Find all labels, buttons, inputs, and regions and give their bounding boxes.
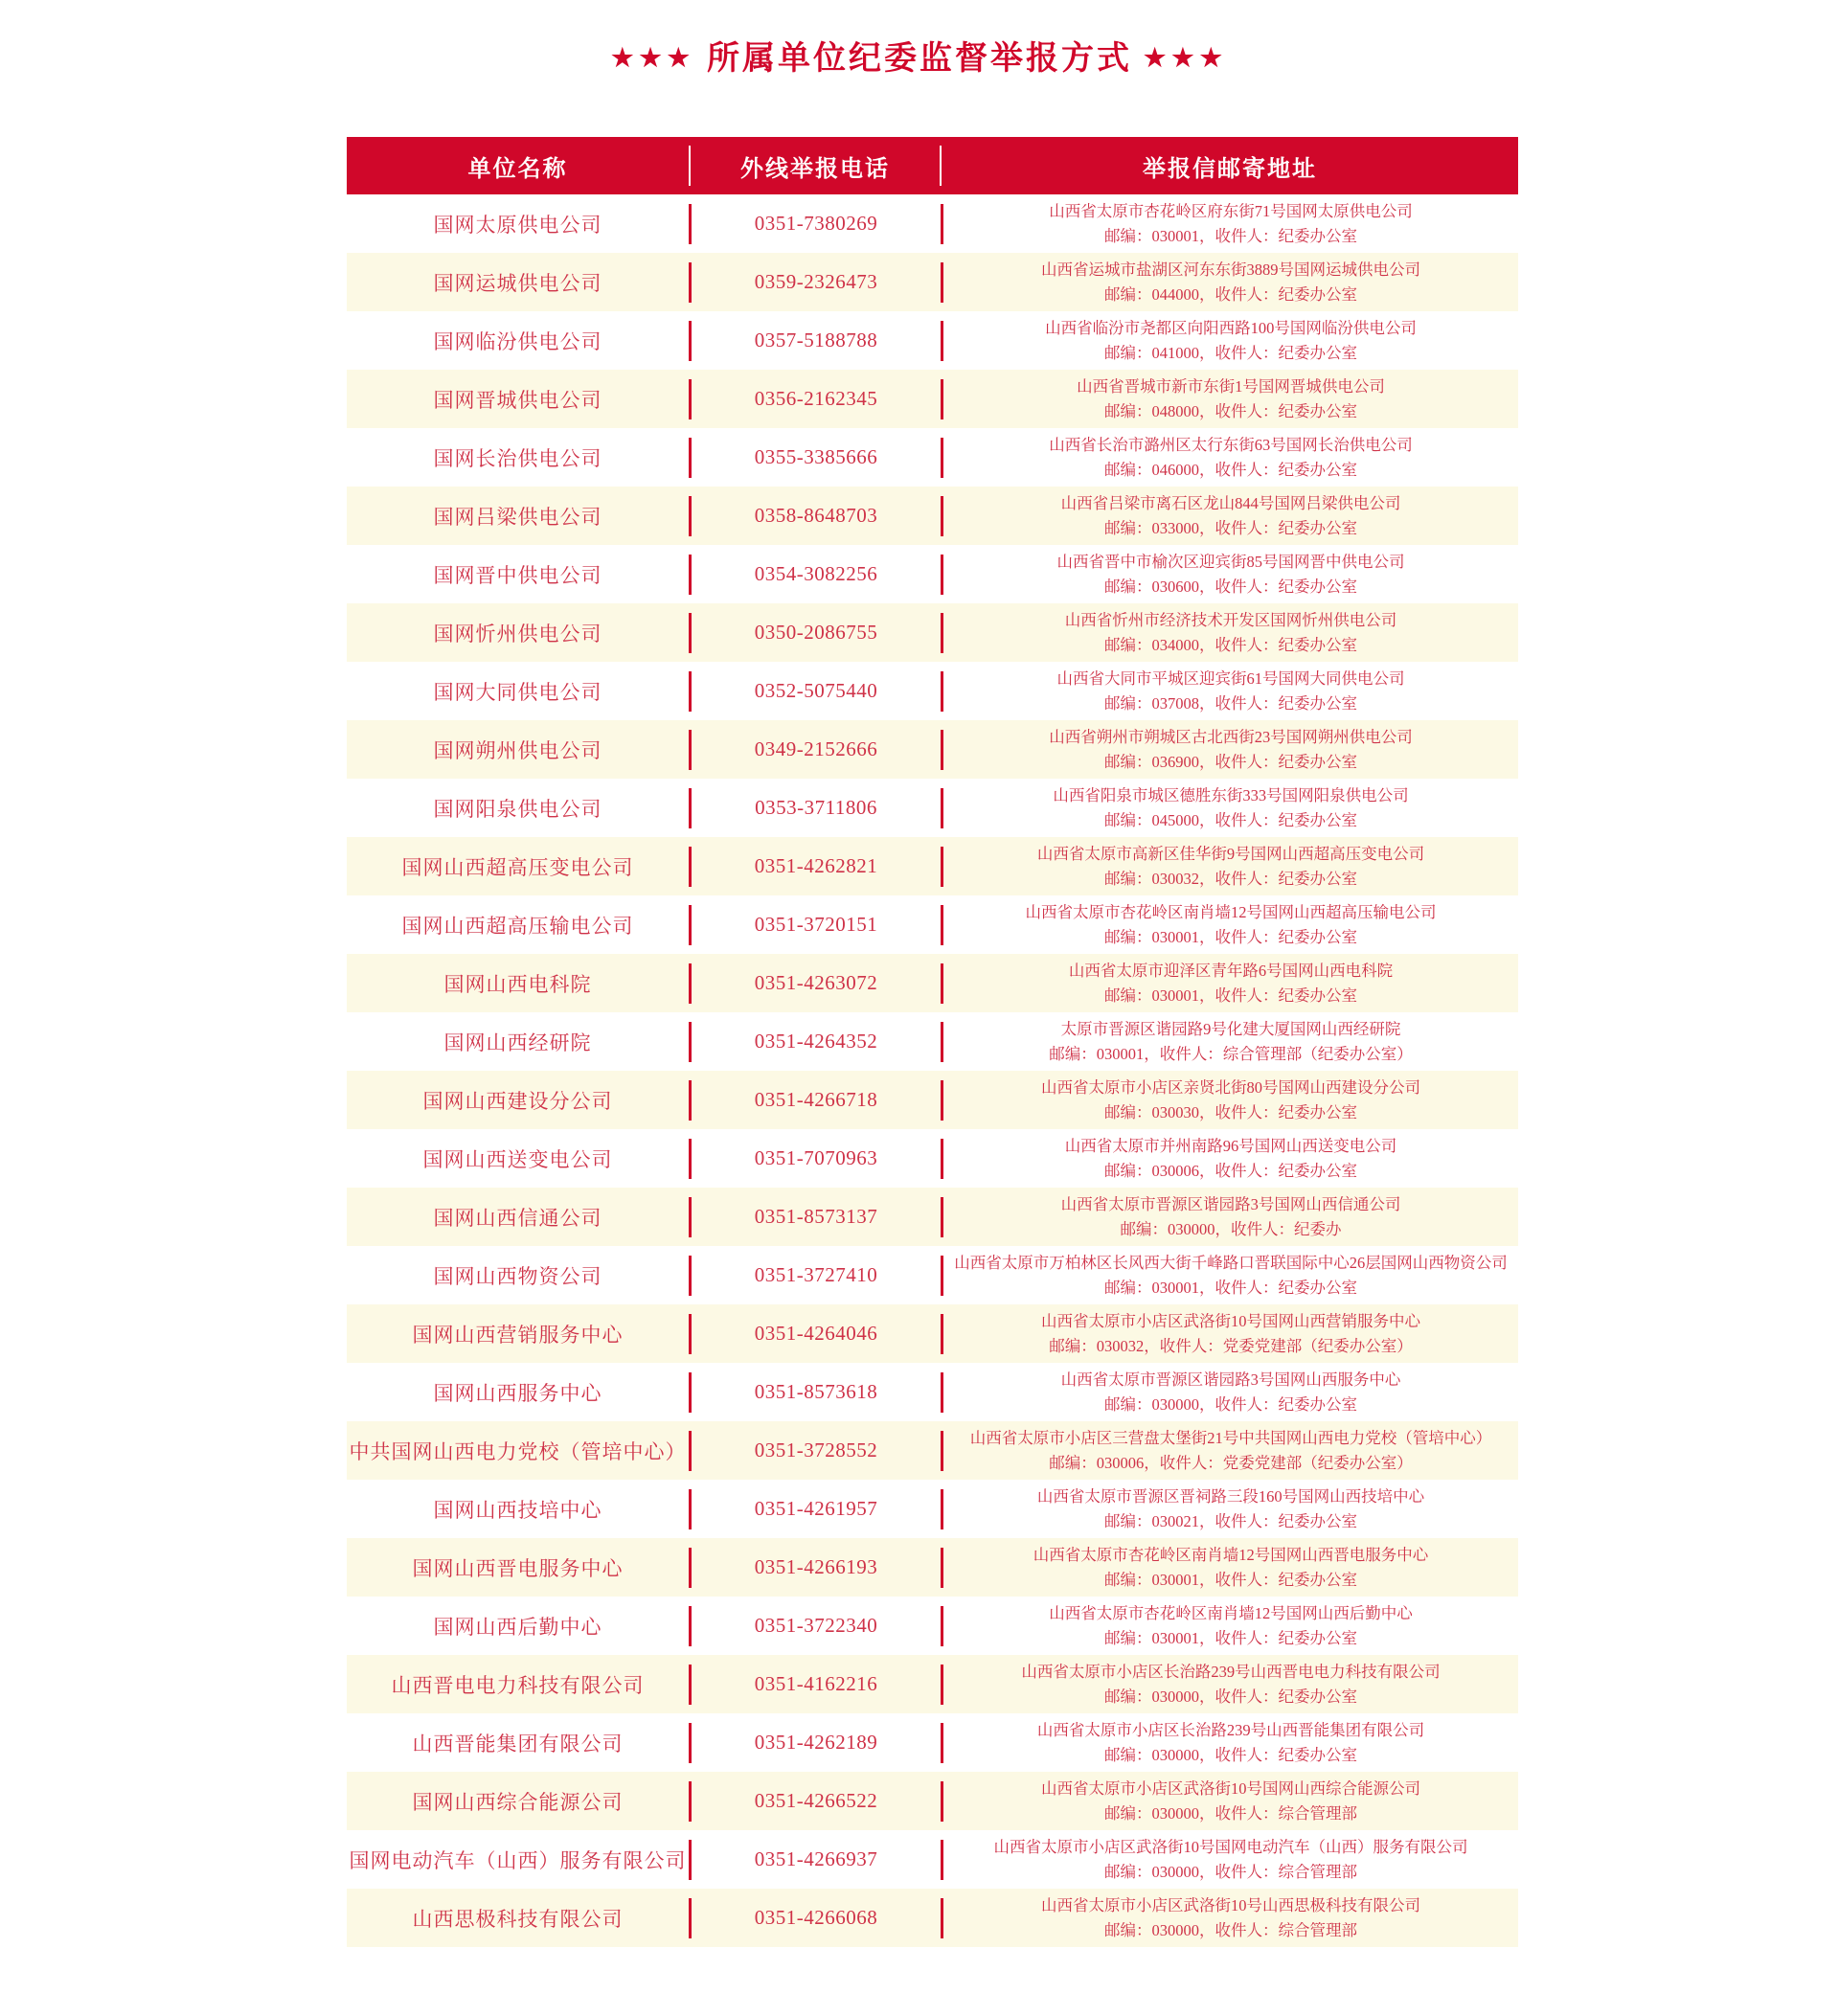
table-row <box>347 954 1518 1012</box>
phone-cell: 0352-5075440 <box>754 679 878 702</box>
table-body <box>347 194 1518 1947</box>
address-line-2: 邮编：030001，收件人：纪委办公室 <box>1104 985 1357 1005</box>
address-cell <box>943 1012 1518 1071</box>
address-cell <box>943 1538 1518 1597</box>
address-line-2: 邮编：044000，收件人：纪委办公室 <box>1104 284 1357 304</box>
unit-name-cell: 国网山西超高压输电公司 <box>401 914 634 938</box>
phone-cell: 0359-2326473 <box>754 270 878 293</box>
phone-cell: 0349-2152666 <box>754 737 878 760</box>
unit-name-cell: 国网大同供电公司 <box>433 680 602 704</box>
report-contact-table <box>347 137 1518 1947</box>
address-line-2: 邮编：030001，收件人：纪委办公室 <box>1104 1628 1357 1647</box>
address-line-2: 邮编：033000，收件人：纪委办公室 <box>1104 518 1357 537</box>
address-cell <box>943 1597 1518 1655</box>
table-row <box>347 311 1518 370</box>
address-line-2: 邮编：030000，收件人：综合管理部 <box>1104 1803 1357 1823</box>
unit-name-cell: 国网晋中供电公司 <box>433 563 602 587</box>
phone-cell: 0355-3385666 <box>754 445 878 468</box>
address-line-1: 山西省长治市潞州区太行东街63号国网长治供电公司 <box>1049 435 1413 454</box>
address-line-1: 太原市晋源区谐园路9号化建大厦国网山西经研院 <box>1060 1019 1401 1038</box>
unit-name-cell: 国网阳泉供电公司 <box>433 797 602 821</box>
page-title <box>0 36 1839 79</box>
address-line-2: 邮编：030030，收件人：纪委办公室 <box>1104 1102 1357 1121</box>
phone-cell: 0351-4266193 <box>754 1555 878 1578</box>
table-row <box>347 428 1518 487</box>
address-line-1: 山西省太原市小店区长治路239号山西晋能集团有限公司 <box>1036 1720 1425 1739</box>
unit-name-cell: 国网山西建设分公司 <box>422 1089 613 1113</box>
table-row <box>347 1071 1518 1129</box>
address-cell <box>943 311 1518 370</box>
address-line-2: 邮编：030001，收件人：纪委办公室 <box>1104 1570 1357 1589</box>
unit-name-cell: 国网山西物资公司 <box>433 1264 602 1288</box>
table-row <box>347 1889 1518 1947</box>
phone-cell: 0353-3711806 <box>755 796 877 819</box>
address-line-1: 山西省太原市并州南路96号国网山西送变电公司 <box>1064 1136 1397 1155</box>
unit-name-cell: 国网运城供电公司 <box>433 271 602 295</box>
address-line-2: 邮编：030001，收件人：纪委办公室 <box>1104 226 1357 245</box>
phone-cell: 0351-4262821 <box>754 854 878 877</box>
unit-name-cell: 国网山西服务中心 <box>433 1381 602 1405</box>
address-line-1: 山西省太原市杏花岭区南肖墙12号国网山西后勤中心 <box>1049 1603 1413 1622</box>
address-line-2: 邮编：030000，收件人：纪委办 <box>1120 1219 1342 1238</box>
address-line-2: 邮编：036900，收件人：纪委办公室 <box>1104 752 1357 771</box>
unit-name-cell: 国网长治供电公司 <box>433 446 602 470</box>
table-row <box>347 1655 1518 1713</box>
star-decoration-left: ★★★ <box>611 43 695 72</box>
table-row <box>347 1012 1518 1071</box>
title-text: 所属单位纪委监督举报方式 <box>707 40 1132 77</box>
unit-name-cell: 国网山西综合能源公司 <box>412 1790 624 1814</box>
phone-cell: 0358-8648703 <box>754 504 878 527</box>
address-line-1: 山西省太原市小店区武洛街10号山西思极科技有限公司 <box>1041 1895 1420 1914</box>
address-line-1: 山西省太原市晋源区谐园路3号国网山西服务中心 <box>1060 1370 1401 1389</box>
address-line-1: 山西省太原市小店区亲贤北街80号国网山西建设分公司 <box>1041 1077 1420 1097</box>
address-cell <box>943 1830 1518 1889</box>
address-line-2: 邮编：041000，收件人：纪委办公室 <box>1104 343 1357 362</box>
table-row <box>347 370 1518 428</box>
address-line-2: 邮编：030000，收件人：纪委办公室 <box>1104 1745 1357 1764</box>
phone-cell: 0351-7070963 <box>754 1146 878 1169</box>
address-line-1: 山西省太原市小店区武洛街10号国网山西综合能源公司 <box>1041 1778 1420 1798</box>
address-line-2: 邮编：034000，收件人：纪委办公室 <box>1104 635 1357 654</box>
unit-name-cell: 国网朔州供电公司 <box>433 738 602 762</box>
address-line-2: 邮编：030001，收件人：纪委办公室 <box>1104 927 1357 946</box>
unit-name-cell: 国网山西经研院 <box>443 1031 592 1054</box>
phone-cell: 0351-4266522 <box>754 1789 878 1812</box>
address-cell <box>943 720 1518 779</box>
address-line-1: 山西省朔州市朔城区古北西街23号国网朔州供电公司 <box>1049 727 1413 746</box>
address-line-1: 山西省忻州市经济技术开发区国网忻州供电公司 <box>1064 610 1397 629</box>
phone-cell: 0351-3727410 <box>754 1263 878 1286</box>
unit-name-cell: 国网山西晋电服务中心 <box>412 1556 624 1580</box>
address-line-1: 山西省太原市小店区武洛街10号国网电动汽车（山西）服务有限公司 <box>993 1837 1468 1856</box>
address-line-2: 邮编：048000，收件人：纪委办公室 <box>1104 401 1357 420</box>
phone-cell: 0351-4162216 <box>754 1672 878 1695</box>
address-line-2: 邮编：030600，收件人：纪委办公室 <box>1104 577 1357 596</box>
unit-name-cell: 国网电动汽车（山西）服务有限公司 <box>349 1848 687 1872</box>
address-line-1: 山西省太原市小店区长治路239号山西晋电电力科技有限公司 <box>1021 1662 1441 1681</box>
address-line-2: 邮编：030000，收件人：纪委办公室 <box>1104 1394 1357 1414</box>
unit-name-cell: 山西思极科技有限公司 <box>412 1907 624 1931</box>
star-decoration-right: ★★★ <box>1144 43 1228 72</box>
address-line-1: 山西省大同市平城区迎宾街61号国网大同供电公司 <box>1056 668 1405 688</box>
address-line-2: 邮编：046000，收件人：纪委办公室 <box>1104 460 1357 479</box>
address-cell <box>943 895 1518 954</box>
table-row <box>347 895 1518 954</box>
address-cell <box>943 253 1518 311</box>
address-cell <box>943 1713 1518 1772</box>
address-line-1: 山西省太原市迎泽区青年路6号国网山西电科院 <box>1068 961 1394 980</box>
address-line-2: 邮编：030001，收件人：纪委办公室 <box>1104 1278 1357 1297</box>
address-cell <box>943 779 1518 837</box>
unit-name-cell: 国网山西技培中心 <box>433 1498 602 1522</box>
unit-name-cell: 国网吕梁供电公司 <box>433 505 602 529</box>
phone-cell: 0351-7380269 <box>754 212 878 235</box>
phone-cell: 0351-8573618 <box>754 1380 878 1403</box>
address-cell <box>943 1246 1518 1304</box>
address-cell <box>943 1129 1518 1188</box>
address-cell <box>943 487 1518 545</box>
unit-name-cell: 山西晋电电力科技有限公司 <box>391 1673 645 1697</box>
table-row <box>347 194 1518 253</box>
address-line-1: 山西省太原市杏花岭区府东街71号国网太原供电公司 <box>1049 201 1413 220</box>
address-cell <box>943 1889 1518 1947</box>
table-row <box>347 1421 1518 1480</box>
address-line-1: 山西省太原市小店区三营盘太堡街21号中共国网山西电力党校（管培中心） <box>969 1428 1492 1447</box>
header-unit-name: 单位名称 <box>467 155 568 182</box>
table-row <box>347 779 1518 837</box>
address-cell <box>943 1363 1518 1421</box>
address-line-2: 邮编：030006，收件人：党委党建部（纪委办公室） <box>1049 1453 1413 1472</box>
unit-name-cell: 国网太原供电公司 <box>433 213 602 237</box>
phone-cell: 0351-4264046 <box>754 1322 878 1345</box>
phone-cell: 0350-2086755 <box>754 621 878 644</box>
phone-cell: 0351-4262189 <box>754 1731 878 1754</box>
table-row <box>347 1830 1518 1889</box>
address-cell <box>943 1655 1518 1713</box>
phone-cell: 0357-5188788 <box>754 328 878 351</box>
address-line-1: 山西省太原市晋源区晋祠路三段160号国网山西技培中心 <box>1036 1486 1425 1506</box>
phone-cell: 0356-2162345 <box>754 387 878 410</box>
address-cell <box>943 603 1518 662</box>
address-line-2: 邮编：030032，收件人：党委党建部（纪委办公室） <box>1049 1336 1413 1355</box>
address-cell <box>943 1188 1518 1246</box>
phone-cell: 0351-3720151 <box>754 913 878 936</box>
unit-name-cell: 国网山西信通公司 <box>433 1206 602 1230</box>
unit-name-cell: 国网晋城供电公司 <box>433 388 602 412</box>
unit-name-cell: 国网山西送变电公司 <box>422 1147 613 1171</box>
address-cell <box>943 837 1518 895</box>
table-row <box>347 1363 1518 1421</box>
address-line-1: 山西省吕梁市离石区龙山844号国网吕梁供电公司 <box>1060 493 1401 512</box>
table-row <box>347 1304 1518 1363</box>
phone-cell: 0351-8573137 <box>754 1205 878 1228</box>
phone-cell: 0351-4263072 <box>754 971 878 994</box>
header-phone: 外线举报电话 <box>740 155 890 182</box>
table-row <box>347 1480 1518 1538</box>
address-cell <box>943 954 1518 1012</box>
address-line-1: 山西省太原市万柏林区长风西大街千峰路口晋联国际中心26层国网山西物资公司 <box>954 1253 1508 1272</box>
phone-cell: 0351-3722340 <box>754 1614 878 1637</box>
table-header-row <box>347 137 1518 194</box>
table-row <box>347 837 1518 895</box>
unit-name-cell: 国网忻州供电公司 <box>433 622 602 646</box>
unit-name-cell: 国网山西营销服务中心 <box>412 1323 624 1347</box>
address-cell <box>943 662 1518 720</box>
table-row <box>347 1597 1518 1655</box>
header-address: 举报信邮寄地址 <box>1143 155 1317 182</box>
address-cell <box>943 1421 1518 1480</box>
address-cell <box>943 1071 1518 1129</box>
unit-name-cell: 中共国网山西电力党校（管培中心） <box>349 1439 687 1463</box>
address-line-2: 邮编：030000，收件人：纪委办公室 <box>1104 1687 1357 1706</box>
table-row <box>347 1129 1518 1188</box>
address-line-2: 邮编：030021，收件人：纪委办公室 <box>1104 1511 1357 1530</box>
table-row <box>347 1713 1518 1772</box>
table-row <box>347 603 1518 662</box>
page <box>0 36 1839 1947</box>
phone-cell: 0351-4264352 <box>754 1030 878 1053</box>
address-line-2: 邮编：037008，收件人：纪委办公室 <box>1104 693 1357 713</box>
phone-cell: 0351-4266718 <box>754 1088 878 1111</box>
table-row <box>347 720 1518 779</box>
address-line-2: 邮编：030032，收件人：纪委办公室 <box>1104 869 1357 888</box>
table-row <box>347 487 1518 545</box>
address-cell <box>943 545 1518 603</box>
phone-cell: 0351-4266937 <box>754 1847 878 1870</box>
address-line-2: 邮编：045000，收件人：纪委办公室 <box>1104 810 1357 829</box>
unit-name-cell: 国网山西超高压变电公司 <box>401 855 634 879</box>
address-line-1: 山西省运城市盐湖区河东东街3889号国网运城供电公司 <box>1041 260 1420 279</box>
address-line-1: 山西省太原市晋源区谐园路3号国网山西信通公司 <box>1060 1194 1401 1213</box>
address-cell <box>943 1304 1518 1363</box>
address-line-1: 山西省晋中市榆次区迎宾街85号国网晋中供电公司 <box>1056 552 1405 571</box>
phone-cell: 0354-3082256 <box>754 562 878 585</box>
table-row <box>347 1538 1518 1597</box>
address-line-1: 山西省太原市小店区武洛街10号国网山西营销服务中心 <box>1041 1311 1420 1330</box>
address-cell <box>943 428 1518 487</box>
table-row <box>347 1188 1518 1246</box>
address-line-1: 山西省晋城市新市东街1号国网晋城供电公司 <box>1077 376 1385 396</box>
table-row <box>347 545 1518 603</box>
address-cell <box>943 1480 1518 1538</box>
address-line-1: 山西省临汾市尧都区向阳西路100号国网临汾供电公司 <box>1045 318 1417 337</box>
address-line-1: 山西省太原市杏花岭区南肖墙12号国网山西晋电服务中心 <box>1033 1545 1429 1564</box>
phone-cell: 0351-4266068 <box>754 1906 878 1929</box>
table-row <box>347 253 1518 311</box>
address-line-1: 山西省太原市杏花岭区南肖墙12号国网山西超高压输电公司 <box>1025 902 1437 921</box>
address-line-2: 邮编：030000，收件人：综合管理部 <box>1104 1862 1357 1881</box>
table-row <box>347 1246 1518 1304</box>
address-cell <box>943 194 1518 253</box>
phone-cell: 0351-4261957 <box>754 1497 878 1520</box>
unit-name-cell: 山西晋能集团有限公司 <box>412 1732 624 1756</box>
address-line-2: 邮编：030000，收件人：综合管理部 <box>1104 1920 1357 1939</box>
table-row <box>347 1772 1518 1830</box>
address-line-2: 邮编：030001，收件人：综合管理部（纪委办公室） <box>1049 1044 1413 1063</box>
unit-name-cell: 国网山西后勤中心 <box>433 1615 602 1639</box>
address-line-1: 山西省太原市高新区佳华街9号国网山西超高压变电公司 <box>1036 844 1425 863</box>
address-line-2: 邮编：030006，收件人：纪委办公室 <box>1104 1161 1357 1180</box>
phone-cell: 0351-3728552 <box>754 1438 878 1461</box>
unit-name-cell: 国网山西电科院 <box>443 972 592 996</box>
unit-name-cell: 国网临汾供电公司 <box>433 329 602 353</box>
address-cell <box>943 1772 1518 1830</box>
address-line-1: 山西省阳泉市城区德胜东街333号国网阳泉供电公司 <box>1053 785 1409 804</box>
address-cell <box>943 370 1518 428</box>
table-row <box>347 662 1518 720</box>
